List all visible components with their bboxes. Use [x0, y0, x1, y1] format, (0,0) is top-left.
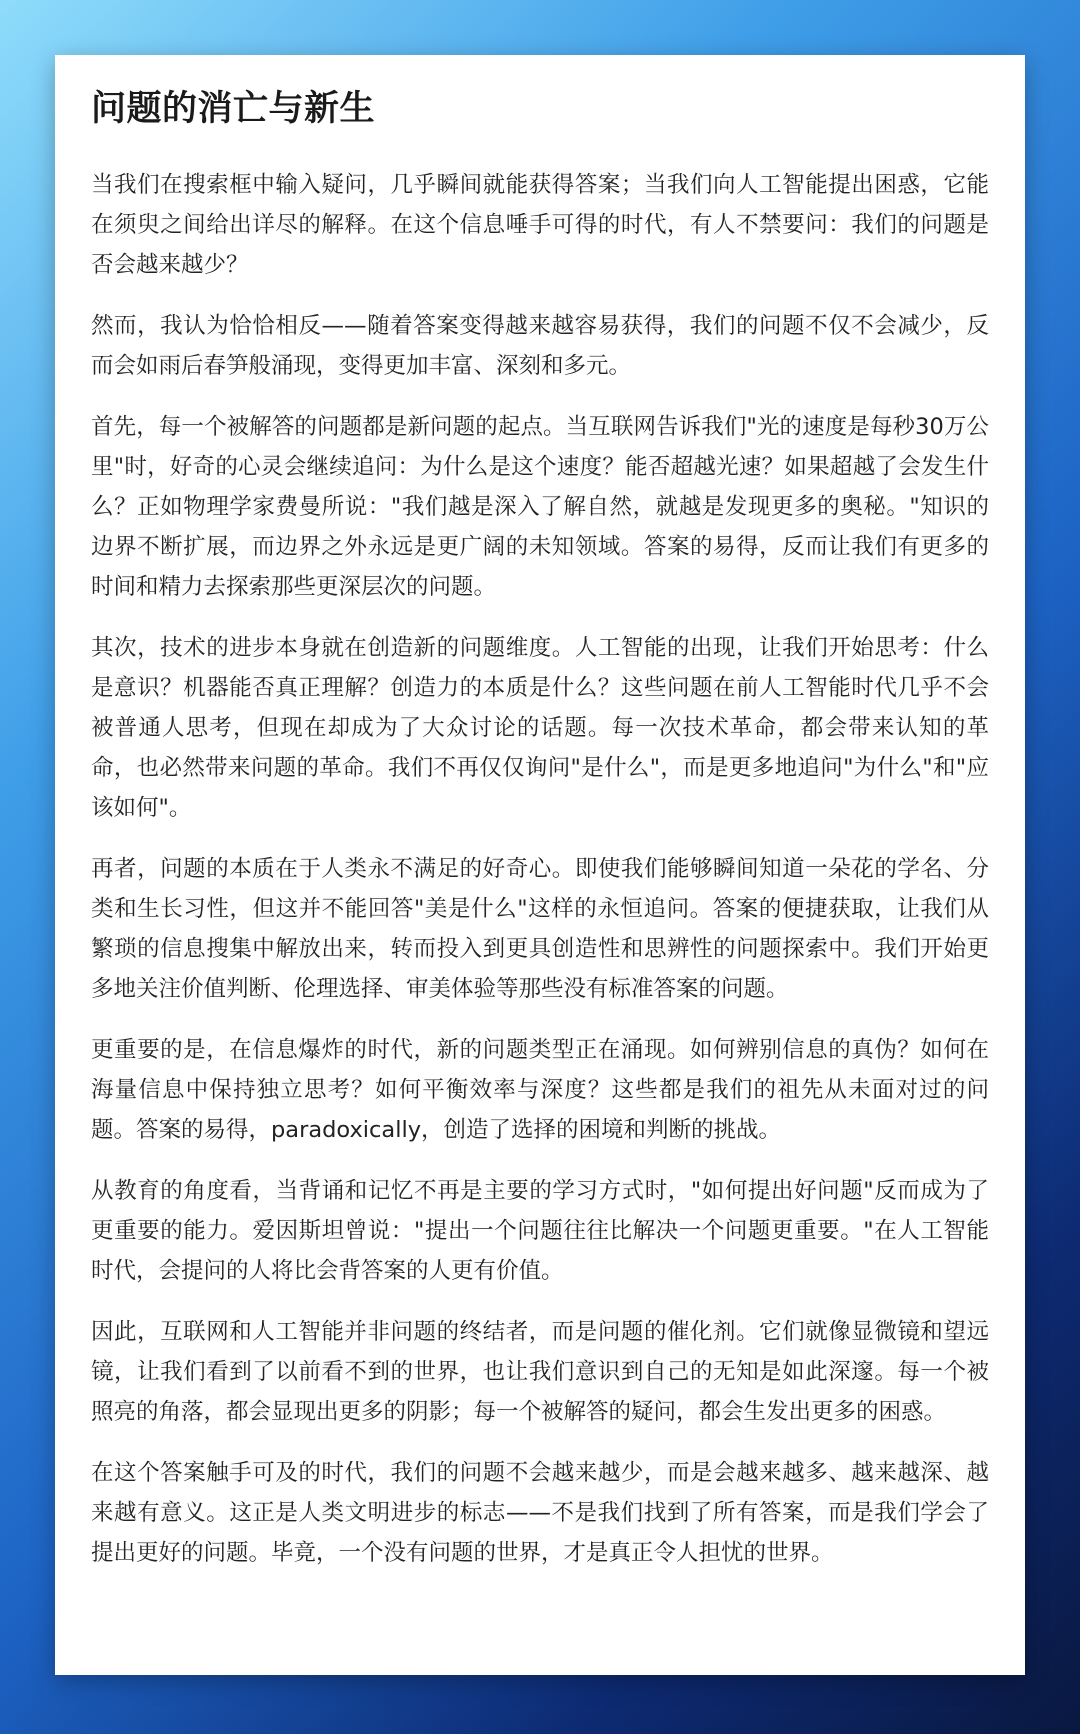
article-title: 问题的消亡与新生: [91, 89, 376, 129]
article-paragraph: 再者，问题的本质在于人类永不满足的好奇心。即使我们能够瞬间知道一朵花的学名、分类和生长习性，但这并不能回答"美是什么"这样的永恒追问。答案的便捷获取，让我们从繁琐的信息搜集中解放出来，转而投入到更具创造性和思辨性的问题探索中。我们开始更多地关注价值判断、伦理选择、审美体验等那些没有标准答案的问题。: [91, 856, 989, 1002]
article-card: [55, 55, 1025, 1675]
article-paragraph: 从教育的角度看，当背诵和记忆不再是主要的学习方式时，"如何提出好问题"反而成为了更重要的能力。爱因斯坦曾说："提出一个问题往往比解决一个问题更重要。"在人工智能时代，会提问的人将比会背答案的人更有价值。: [91, 1178, 989, 1284]
article-paragraph: 当我们在搜索框中输入疑问，几乎瞬间就能获得答案；当我们向人工智能提出困惑，它能在须臾之间给出详尽的解释。在这个信息唾手可得的时代，有人不禁要问：我们的问题是否会越来越少？: [91, 172, 989, 278]
article-paragraph: 在这个答案触手可及的时代，我们的问题不会越来越少，而是会越来越多、越来越深、越来越有意义。这正是人类文明进步的标志——不是我们找到了所有答案，而是我们学会了提出更好的问题。毕竟，一个没有问题的世界，才是真正令人担忧的世界。: [91, 1460, 989, 1566]
article-paragraph: 更重要的是，在信息爆炸的时代，新的问题类型正在涌现。如何辨别信息的真伪？如何在海量信息中保持独立思考？如何平衡效率与深度？这些都是我们的祖先从未面对过的问题。答案的易得，paradoxically，创造了选择的困境和判断的挑战。: [91, 1037, 989, 1143]
article-paragraph: 因此，互联网和人工智能并非问题的终结者，而是问题的催化剂。它们就像显微镜和望远镜，让我们看到了以前看不到的世界，也让我们意识到自己的无知是如此深邃。每一个被照亮的角落，都会显现出更多的阴影；每一个被解答的疑问，都会生发出更多的困惑。: [91, 1319, 989, 1425]
article-paragraph: 然而，我认为恰恰相反——随着答案变得越来越容易获得，我们的问题不仅不会减少，反而会如雨后春笋般涌现，变得更加丰富、深刻和多元。: [91, 313, 989, 379]
article-paragraph: 其次，技术的进步本身就在创造新的问题维度。人工智能的出现，让我们开始思考：什么是意识？机器能否真正理解？创造力的本质是什么？这些问题在前人工智能时代几乎不会被普通人思考，但现在却成为了大众讨论的话题。每一次技术革命，都会带来认知的革命，也必然带来问题的革命。我们不再仅仅询问"是什么"，而是更多地追问"为什么"和"应该如何"。: [91, 635, 989, 821]
article-paragraph: 首先，每一个被解答的问题都是新问题的起点。当互联网告诉我们"光的速度是每秒30万公里"时，好奇的心灵会继续追问：为什么是这个速度？能否超越光速？如果超越了会发生什么？正如物理学家费曼所说："我们越是深入了解自然，就越是发现更多的奥秘。"知识的边界不断扩展，而边界之外永远是更广阔的未知领域。答案的易得，反而让我们有更多的时间和精力去探索那些更深层次的问题。: [91, 414, 989, 600]
